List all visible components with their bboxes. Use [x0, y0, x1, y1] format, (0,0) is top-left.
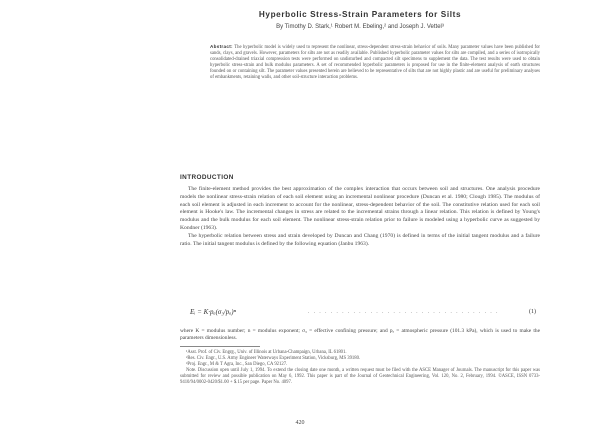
footnote-note: Note. Discussion open until July 1, 1994. To extend the closing date one month, a written request must be filed with the ASCE Manager of Journals. The manuscript for this paper was submitted for review and possible publication on May 6, 1992. This paper is part of the Journal of Geotechnical Engineering, Vol. 120, No. 2, February, 1994. ©ASCE, ISSN 0733-9410/94/0002-0420/$1.00 + $.15 per page. Paper No. 4097.: [180, 368, 540, 386]
abstract-label: Abstract:: [210, 44, 233, 49]
abstract: [210, 44, 540, 81]
equation-leader-dots: . . . . . . . . . . . . . . . . . . . . . . . . . . . . . . . . . .: [308, 310, 499, 315]
page-number: 420: [295, 420, 305, 426]
footnote-3: ³Proj. Engr., M & T Agra, Inc., San Diego, CA 92127.: [186, 362, 288, 368]
intro-paragraph-2: The hyperbolic relation between stress and strain developed by Duncan and Chang (1970) is defined in terms of the initial tangent modulus and a failure ratio. The initial tangent modulus is defined by the following equation (Janbu 1963).: [180, 232, 540, 247]
footnotes: [180, 350, 540, 387]
footnote-rule: [180, 346, 260, 347]
paper-title: Hyperbolic Stress-Strain Parameters for Silts: [258, 10, 462, 19]
where-clause: where K = modulus number; n = modulus exponent; σ₃ = effective confining pressure; and pₐ = atmospheric pressure (101.3 kPa), which is used to make the parameters dimensionless.: [180, 328, 540, 342]
equation-1: [180, 302, 540, 324]
abstract-text: The hyperbolic model is widely used to represent the nonlinear, stress-dependent stress-strain behavior of soils. Many parameter values have been published for sands, clays, and gravels. However, parameters for silts are not as readily available. Published hyperbolic parameter values for silts are compiled, and a series of isotropically consolidated-drained triaxial compression tests were performed on undisturbed and compacted silt specimens to supplement the data. The test results were used to obtain hyperbolic stress-strain and bulk modulus parameters. A set of recommended hyperbolic parameters is proposed for use in the finite-element analysis of earth structures founded on or containing silt. The parameter values presented herein are believed to be representative of silts that are not highly plastic and are useful for preliminary analyses of embankments, retaining walls, and other soil-structure interaction problems.: [210, 45, 540, 80]
equation-expression: Eᵢ = K·pₐ(σ₃/pₐ)ⁿ: [190, 308, 236, 316]
introduction-heading: INTRODUCTION: [180, 174, 234, 181]
footnote-2: ²Res. Civ. Engr., U.S. Army Engineer Waterways Experiment Station, Vicksburg, MS 39180.: [186, 356, 361, 362]
author-line: By Timothy D. Stark,¹ Robert M. Ebeling,² and Joseph J. Vettel³: [276, 24, 444, 30]
introduction-body: [180, 186, 540, 248]
equation-number: (1): [529, 309, 536, 315]
footnote-1: ¹Asst. Prof. of Civ. Engrg., Univ. of Illinois at Urbana-Champaign, Urbana, IL 61801.: [186, 350, 347, 355]
intro-paragraph-1: The finite-element method provides the best approximation of the complex interaction that occurs between soil and structures. One analysis procedure models the nonlinear stress-strain relation of each soil element using an incremental nonlinear procedure (Duncan et al. 1980; Clough 1985). The modulus of each soil element is adjusted in each increment to account for the nonlinear, stress-dependent behavior of the soil. The constitutive relation used for each soil element is Hooke's law. The incremental changes in stress are related to the incremental strains through a linear relation. This relation is defined by Young's modulus and the bulk modulus for each soil element. The nonlinear stress-strain relation prior to failure is modeled using a hyperbolic curve as suggested by Kondner (1963).: [180, 186, 540, 231]
